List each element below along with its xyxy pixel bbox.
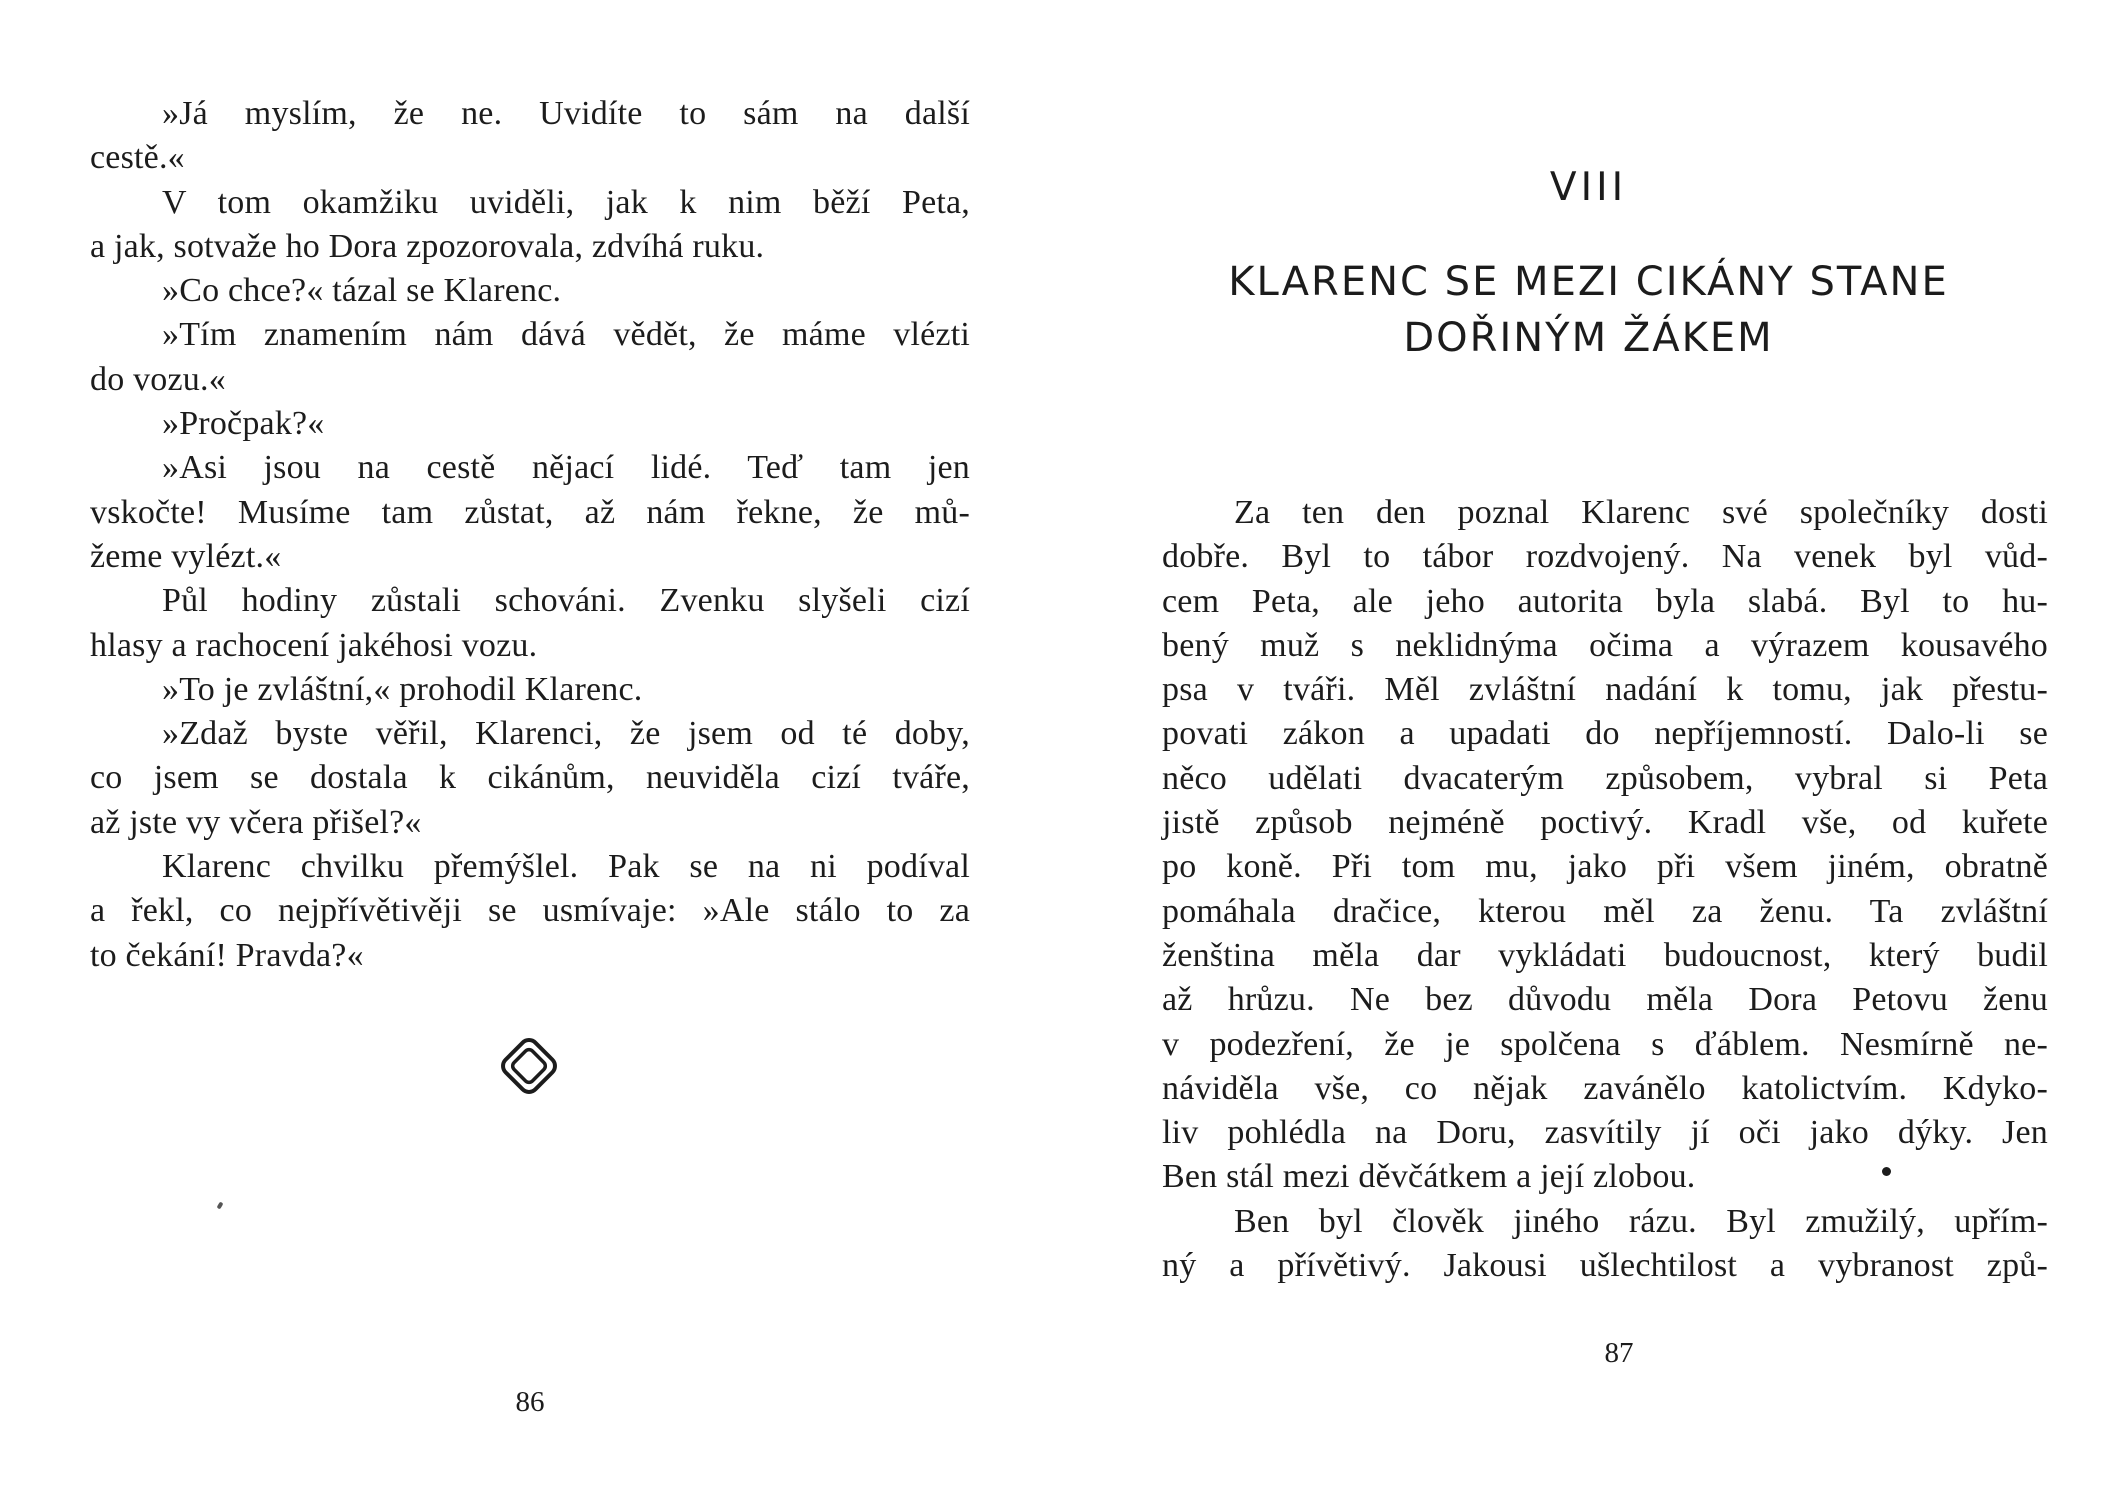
text-line: bený muž s neklidnýma očima a výrazem kousavého [1162, 626, 2048, 664]
text-line: a řekl, co nejpřívětivěji se usmívaje: »Ale stálo to za [90, 892, 970, 930]
text-line: do vozu.« [90, 360, 226, 398]
chapter-title-line: DOŘINÝM ŽÁKEM [1403, 315, 1774, 361]
text-line: a jak, sotvaže ho Dora zpozorovala, zdvíhá ruku. [90, 227, 765, 265]
text-line: cem Peta, ale jeho autorita byla slabá. Byl to hu- [1162, 582, 2048, 620]
text-line: »Já myslím, že ne. Uvidíte to sám na další [162, 95, 970, 132]
text-line: Ben stál mezi děvčátkem a její zlobou. [1162, 1158, 1696, 1196]
text-line: až hrůzu. Ne bez důvodu měla Dora Petovu ženu [1162, 981, 2048, 1019]
text-line: žeme vylézt.« [90, 537, 282, 575]
text-line: náviděla vše, co nějak zavánělo katolictvím. Kdyko- [1162, 1069, 2048, 1107]
right-page-text [1162, 491, 2048, 1288]
text-line: co jsem se dostala k cikánům, neuviděla cizí tváře, [90, 759, 970, 797]
chapter-title [1059, 254, 2118, 366]
text-line: hlasy a rachocení jakéhosi vozu. [90, 626, 538, 664]
text-line: »Co chce?« tázal se Klarenc. [162, 272, 562, 310]
text-line: Půl hodiny zůstali schováni. Zvenku slyšeli cizí [162, 582, 970, 620]
text-line: jistě způsob nejméně poctivý. Kradl vše, od kuřete [1162, 804, 2048, 842]
text-line: ný a přívětivý. Jakousi ušlechtilost a vybranost způ- [1162, 1247, 2048, 1285]
page-number: 86 [515, 1386, 545, 1418]
text-line: »Tím znamením nám dává vědět, že máme vlézti [162, 316, 970, 354]
text-line: »Pročpak?« [162, 405, 325, 443]
text-line: to čekání! Pravda?« [90, 936, 364, 974]
text-line: »Asi jsou na cestě nějací lidé. Teď tam jen [162, 449, 970, 487]
text-line: Za ten den poznal Klarenc své společníky dosti [1234, 494, 2048, 531]
text-line: v podezření, že je spolčena s ďáblem. Nesmírně ne- [1162, 1025, 2048, 1063]
text-line: něco udělati dvacaterým způsobem, vybral si Peta [1162, 759, 2048, 797]
print-speck [217, 1201, 224, 1209]
double-diamond-ornament-icon [494, 1031, 564, 1101]
text-line: »Zdaž byste věřil, Klarenci, že jsem od té doby, [162, 715, 970, 753]
text-line: dobře. Byl to tábor rozdvojený. Na venek byl vůd- [1162, 538, 2048, 576]
print-speck [1882, 1167, 1891, 1176]
text-line: až jste vy včera přišel?« [90, 803, 422, 841]
page-number: 87 [1604, 1337, 1634, 1369]
text-line: povati zákon a upadati do nepříjemností. Dalo-li se [1162, 715, 2048, 753]
text-line: »To je zvláštní,« prohodil Klarenc. [162, 670, 643, 708]
text-line: pomáhala dračice, kterou měl za ženu. Ta zvláštní [1162, 892, 2048, 930]
text-line: Klarenc chvilku přemýšlel. Pak se na ni podíval [162, 848, 970, 886]
text-line: po koně. Při tom mu, jako při všem jiném, obratně [1162, 848, 2048, 886]
text-line: ženština měla dar vykládati budoucnost, který budil [1162, 936, 2048, 974]
text-line: psa v tváři. Měl zvláštní nadání k tomu, jak přestu- [1162, 671, 2048, 709]
text-line: Ben byl člověk jiného rázu. Byl zmužilý, upřím- [1234, 1202, 2048, 1240]
chapter-title-line: KLARENC SE MEZI CIKÁNY STANE [1228, 259, 1949, 305]
text-line: cestě.« [90, 139, 185, 177]
left-page-text [90, 92, 970, 978]
text-line: liv pohlédla na Doru, zasvítily jí oči jako dýky. Jen [1162, 1114, 2048, 1152]
right-page [1059, 0, 2118, 1500]
text-line: V tom okamžiku uviděli, jak k nim běží Peta, [162, 183, 970, 221]
text-line: vskočte! Musíme tam zůstat, až nám řekne, že mů- [90, 493, 970, 531]
chapter-number: VIII [1549, 165, 1628, 210]
